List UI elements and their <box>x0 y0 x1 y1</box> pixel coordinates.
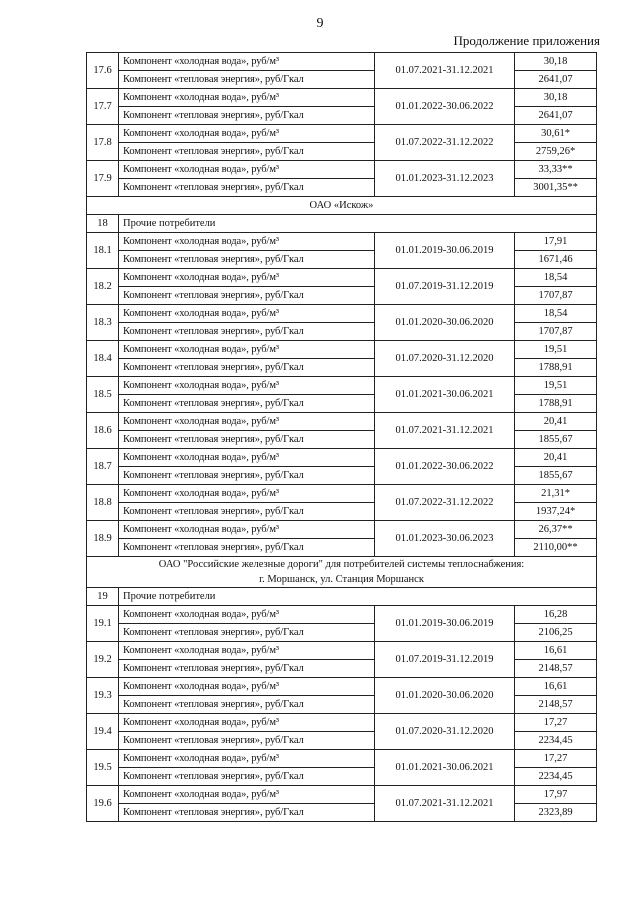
table-row <box>87 503 597 521</box>
value-heat: 2234,45 <box>515 732 597 750</box>
value-cold-water: 21,31* <box>515 485 597 503</box>
component-heat: Компонент «тепловая энергия», руб/Гкал <box>119 179 375 197</box>
row-number: 18.9 <box>87 521 119 557</box>
component-heat: Компонент «тепловая энергия», руб/Гкал <box>119 107 375 125</box>
page-number: 9 <box>316 16 324 31</box>
org-heading-row <box>87 197 597 215</box>
period-cell: 01.07.2021-31.12.2021 <box>375 786 515 822</box>
value-cold-water: 17,91 <box>515 233 597 251</box>
value-cold-water: 18,54 <box>515 269 597 287</box>
component-cold-water: Компонент «холодная вода», руб/м³ <box>119 413 375 431</box>
value-cold-water: 16,61 <box>515 678 597 696</box>
row-number: 19.2 <box>87 642 119 678</box>
period-cell: 01.01.2019-30.06.2019 <box>375 233 515 269</box>
period-cell: 01.01.2019-30.06.2019 <box>375 606 515 642</box>
group-row <box>87 588 597 606</box>
continuation-caption: Продолжение приложения <box>453 33 600 48</box>
value-heat: 2759,26* <box>515 143 597 161</box>
component-heat: Компонент «тепловая энергия», руб/Гкал <box>119 431 375 449</box>
row-number: 19.5 <box>87 750 119 786</box>
period-cell: 01.01.2021-30.06.2021 <box>375 377 515 413</box>
value-heat: 1788,91 <box>515 359 597 377</box>
period-cell: 01.07.2021-31.12.2021 <box>375 413 515 449</box>
component-cold-water: Компонент «холодная вода», руб/м³ <box>119 269 375 287</box>
value-cold-water: 17,27 <box>515 750 597 768</box>
value-heat: 2234,45 <box>515 768 597 786</box>
component-cold-water: Компонент «холодная вода», руб/м³ <box>119 233 375 251</box>
component-cold-water: Компонент «холодная вода», руб/м³ <box>119 125 375 143</box>
component-cold-water: Компонент «холодная вода», руб/м³ <box>119 606 375 624</box>
component-heat: Компонент «тепловая энергия», руб/Гкал <box>119 539 375 557</box>
period-cell: 01.07.2022-31.12.2022 <box>375 485 515 521</box>
component-cold-water: Компонент «холодная вода», руб/м³ <box>119 377 375 395</box>
component-heat: Компонент «тепловая энергия», руб/Гкал <box>119 660 375 678</box>
value-cold-water: 17,27 <box>515 714 597 732</box>
table-row <box>87 305 597 323</box>
table-row <box>87 377 597 395</box>
row-number: 18.3 <box>87 305 119 341</box>
component-heat: Компонент «тепловая энергия», руб/Гкал <box>119 71 375 89</box>
component-heat: Компонент «тепловая энергия», руб/Гкал <box>119 624 375 642</box>
component-heat: Компонент «тепловая энергия», руб/Гкал <box>119 768 375 786</box>
value-heat: 2148,57 <box>515 696 597 714</box>
table-row <box>87 287 597 305</box>
row-number: 18.2 <box>87 269 119 305</box>
table-row <box>87 696 597 714</box>
period-cell: 01.01.2022-30.06.2022 <box>375 89 515 125</box>
value-cold-water: 19,51 <box>515 341 597 359</box>
component-heat: Компонент «тепловая энергия», руб/Гкал <box>119 467 375 485</box>
table-row <box>87 233 597 251</box>
component-cold-water: Компонент «холодная вода», руб/м³ <box>119 642 375 660</box>
table-row <box>87 624 597 642</box>
table-row <box>87 732 597 750</box>
period-cell: 01.07.2020-31.12.2020 <box>375 341 515 377</box>
row-number: 19.3 <box>87 678 119 714</box>
row-number: 18.7 <box>87 449 119 485</box>
component-cold-water: Компонент «холодная вода», руб/м³ <box>119 89 375 107</box>
table-row <box>87 539 597 557</box>
value-heat: 1707,87 <box>515 287 597 305</box>
value-cold-water: 33,33** <box>515 161 597 179</box>
table-row <box>87 143 597 161</box>
period-cell: 01.01.2020-30.06.2020 <box>375 305 515 341</box>
table-row <box>87 606 597 624</box>
value-cold-water: 20,41 <box>515 413 597 431</box>
table-row <box>87 179 597 197</box>
group-row <box>87 215 597 233</box>
period-cell: 01.01.2022-30.06.2022 <box>375 449 515 485</box>
component-heat: Компонент «тепловая энергия», руб/Гкал <box>119 143 375 161</box>
row-number: 18.4 <box>87 341 119 377</box>
row-number: 18.8 <box>87 485 119 521</box>
row-number: 19.1 <box>87 606 119 642</box>
table-row <box>87 642 597 660</box>
table-row <box>87 714 597 732</box>
component-cold-water: Компонент «холодная вода», руб/м³ <box>119 678 375 696</box>
table-row <box>87 161 597 179</box>
table-row <box>87 89 597 107</box>
component-heat: Компонент «тепловая энергия», руб/Гкал <box>119 359 375 377</box>
value-heat: 3001,35** <box>515 179 597 197</box>
period-cell: 01.07.2019-31.12.2019 <box>375 642 515 678</box>
row-number: 17.7 <box>87 89 119 125</box>
table-row <box>87 768 597 786</box>
value-heat: 2110,00** <box>515 539 597 557</box>
component-heat: Компонент «тепловая энергия», руб/Гкал <box>119 804 375 822</box>
table-row <box>87 431 597 449</box>
group-label: Прочие потребители <box>119 215 597 233</box>
component-cold-water: Компонент «холодная вода», руб/м³ <box>119 341 375 359</box>
table-row <box>87 786 597 804</box>
component-cold-water: Компонент «холодная вода», руб/м³ <box>119 161 375 179</box>
value-heat: 2106,25 <box>515 624 597 642</box>
row-number: 17.9 <box>87 161 119 197</box>
row-number: 19.4 <box>87 714 119 750</box>
table-row <box>87 395 597 413</box>
row-number: 18.6 <box>87 413 119 449</box>
value-heat: 1788,91 <box>515 395 597 413</box>
tariff-table <box>86 52 597 822</box>
component-cold-water: Компонент «холодная вода», руб/м³ <box>119 786 375 804</box>
value-cold-water: 18,54 <box>515 305 597 323</box>
table-row <box>87 804 597 822</box>
row-number: 17.8 <box>87 125 119 161</box>
value-cold-water: 16,28 <box>515 606 597 624</box>
org-heading-line: г. Моршанск, ул. Станция Моршанск <box>259 574 424 585</box>
component-heat: Компонент «тепловая энергия», руб/Гкал <box>119 395 375 413</box>
component-cold-water: Компонент «холодная вода», руб/м³ <box>119 485 375 503</box>
table-row <box>87 269 597 287</box>
row-number: 18.5 <box>87 377 119 413</box>
table-row <box>87 341 597 359</box>
period-cell: 01.01.2020-30.06.2020 <box>375 678 515 714</box>
org-heading-line: ОАО "Российские железные дороги" для потребителей системы теплоснабжения: <box>158 559 525 570</box>
table-row <box>87 413 597 431</box>
period-cell: 01.01.2023-30.06.2023 <box>375 521 515 557</box>
component-cold-water: Компонент «холодная вода», руб/м³ <box>119 750 375 768</box>
org-heading <box>87 557 597 588</box>
component-cold-water: Компонент «холодная вода», руб/м³ <box>119 305 375 323</box>
value-heat: 2641,07 <box>515 71 597 89</box>
value-cold-water: 30,18 <box>515 89 597 107</box>
table-row <box>87 449 597 467</box>
table-row <box>87 251 597 269</box>
value-cold-water: 19,51 <box>515 377 597 395</box>
group-label: Прочие потребители <box>119 588 597 606</box>
component-cold-water: Компонент «холодная вода», руб/м³ <box>119 449 375 467</box>
period-cell: 01.07.2020-31.12.2020 <box>375 714 515 750</box>
period-cell: 01.01.2023-31.12.2023 <box>375 161 515 197</box>
component-cold-water: Компонент «холодная вода», руб/м³ <box>119 53 375 71</box>
value-heat: 1855,67 <box>515 431 597 449</box>
value-heat: 2641,07 <box>515 107 597 125</box>
period-cell: 01.07.2021-31.12.2021 <box>375 53 515 89</box>
period-cell: 01.01.2021-30.06.2021 <box>375 750 515 786</box>
component-cold-water: Компонент «холодная вода», руб/м³ <box>119 714 375 732</box>
table-row <box>87 467 597 485</box>
value-cold-water: 26,37** <box>515 521 597 539</box>
table-row <box>87 53 597 71</box>
table-row <box>87 71 597 89</box>
table-row <box>87 107 597 125</box>
org-heading: ОАО «Искож» <box>87 197 597 215</box>
value-heat: 2148,57 <box>515 660 597 678</box>
value-cold-water: 17,97 <box>515 786 597 804</box>
table-row <box>87 521 597 539</box>
value-heat: 1707,87 <box>515 323 597 341</box>
value-cold-water: 16,61 <box>515 642 597 660</box>
row-number: 19.6 <box>87 786 119 822</box>
value-cold-water: 20,41 <box>515 449 597 467</box>
org-heading-row <box>87 557 597 588</box>
table-row <box>87 678 597 696</box>
period-cell: 01.07.2022-31.12.2022 <box>375 125 515 161</box>
table-row <box>87 323 597 341</box>
component-heat: Компонент «тепловая энергия», руб/Гкал <box>119 732 375 750</box>
component-heat: Компонент «тепловая энергия», руб/Гкал <box>119 503 375 521</box>
component-heat: Компонент «тепловая энергия», руб/Гкал <box>119 696 375 714</box>
table-row <box>87 750 597 768</box>
table-row <box>87 125 597 143</box>
group-number: 19 <box>87 588 119 606</box>
value-cold-water: 30,18 <box>515 53 597 71</box>
component-cold-water: Компонент «холодная вода», руб/м³ <box>119 521 375 539</box>
table-row <box>87 359 597 377</box>
table-row <box>87 485 597 503</box>
value-heat: 2323,89 <box>515 804 597 822</box>
row-number: 18.1 <box>87 233 119 269</box>
row-number: 17.6 <box>87 53 119 89</box>
table-row <box>87 660 597 678</box>
period-cell: 01.07.2019-31.12.2019 <box>375 269 515 305</box>
value-heat: 1937,24* <box>515 503 597 521</box>
component-heat: Компонент «тепловая энергия», руб/Гкал <box>119 287 375 305</box>
value-cold-water: 30,61* <box>515 125 597 143</box>
component-heat: Компонент «тепловая энергия», руб/Гкал <box>119 323 375 341</box>
group-number: 18 <box>87 215 119 233</box>
value-heat: 1855,67 <box>515 467 597 485</box>
value-heat: 1671,46 <box>515 251 597 269</box>
component-heat: Компонент «тепловая энергия», руб/Гкал <box>119 251 375 269</box>
tariff-table-body <box>87 53 597 822</box>
